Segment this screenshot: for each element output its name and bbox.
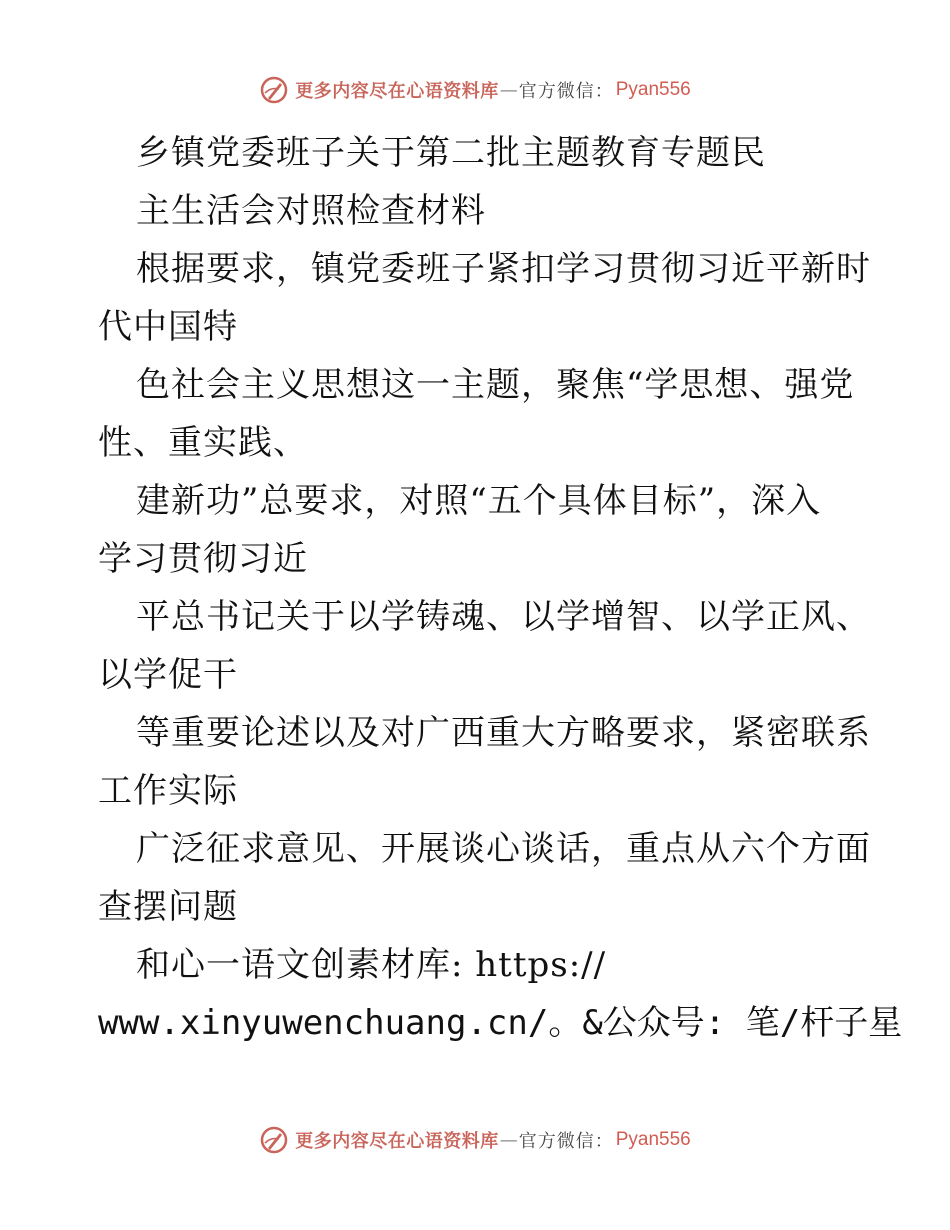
footer-banner — [0, 1122, 950, 1158]
banner-site-text: 更多内容尽在心语资料库 — [295, 81, 499, 102]
banner-site-text: 更多内容尽在心语资料库 — [295, 1131, 499, 1152]
document-title-line-1: 乡镇党委班子关于第二批主题教育专题民 — [136, 133, 766, 173]
paragraph-line: 根据要求，镇党委班子紧扣学习贯彻习近平新时 — [136, 249, 871, 289]
quill-pen-logo-icon — [259, 75, 289, 105]
banner-separator: — — [499, 79, 518, 101]
banner-separator: — — [499, 1129, 518, 1151]
paragraph-line: 代中国特 — [98, 307, 238, 347]
quill-pen-logo-icon — [259, 1125, 289, 1155]
paragraph-line: 查摆问题 — [98, 887, 238, 927]
paragraph-line: 等重要论述以及对广西重大方略要求，紧密联系 — [136, 713, 871, 753]
paragraph-line: 广泛征求意见、开展谈心谈话，重点从六个方面 — [136, 829, 871, 869]
paragraph-line: 以学促干 — [98, 655, 238, 695]
paragraph-line: 平总书记关于以学铸魂、以学增智、以学正风、 — [136, 597, 871, 637]
header-banner — [0, 72, 950, 108]
paragraph-line: 建新功”总要求，对照“五个具体目标”，深入 — [136, 481, 822, 521]
paragraph-line: 工作实际 — [98, 771, 238, 811]
source-line: 和心一语文创素材库: https:// — [136, 945, 607, 985]
paragraph-line: 性、重实践、 — [98, 423, 308, 463]
document-title-line-2: 主生活会对照检查材料 — [136, 191, 486, 231]
banner-wechat-label: 官方微信： — [518, 1131, 614, 1152]
source-url-line: www.xinyuwenchuang.cn/。&公众号: 笔/杆子星 — [98, 1003, 903, 1043]
paragraph-line: 学习贯彻习近 — [98, 539, 308, 579]
banner-wechat-label: 官方微信： — [518, 81, 614, 102]
paragraph-line: 色社会主义思想这一主题，聚焦“学思想、强党 — [136, 365, 855, 405]
document-body — [98, 124, 903, 1052]
banner-wechat-id: Pyan556 — [615, 1129, 691, 1150]
banner-wechat-id: Pyan556 — [615, 79, 691, 100]
